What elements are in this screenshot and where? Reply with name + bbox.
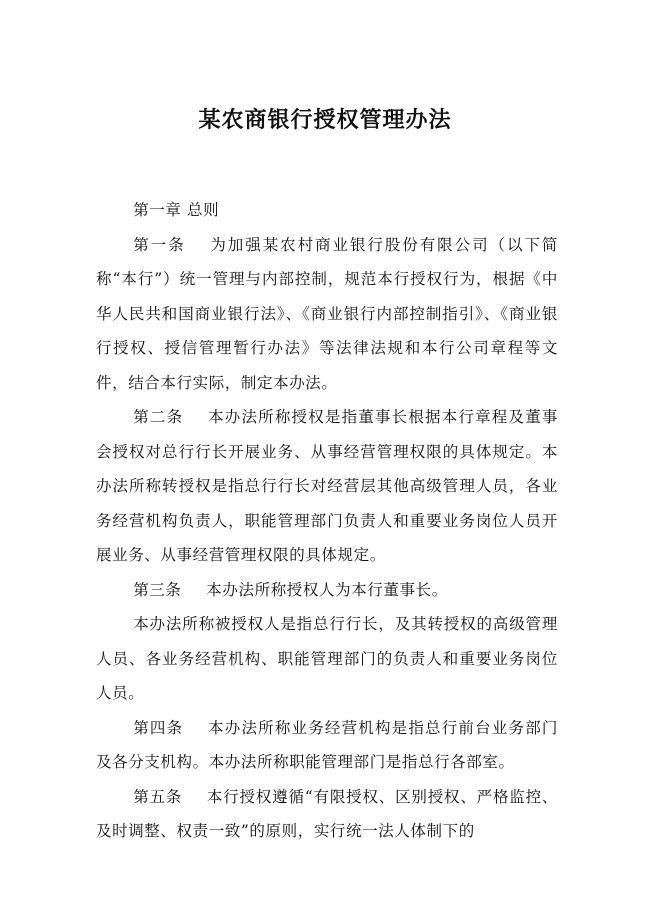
- article-1: [96, 228, 558, 401]
- document-title: 某农商银行授权管理办法: [198, 108, 452, 133]
- article-text: 本行授权遵循“有限授权、区别授权、严格监控、及时调整、权责一致”的原则，实行统一法人体制下的: [96, 787, 558, 840]
- article-text: 本办法所称被授权人是指总行行长，及其转授权的高级管理人员、各业务经营机构、职能管理部门的负责人和重要业务岗位人员。: [96, 615, 558, 702]
- article-label: 第二条: [133, 408, 184, 426]
- article-2: [96, 400, 558, 573]
- article-text: 本办法所称授权人为本行董事长。: [206, 580, 448, 599]
- document-body: [96, 193, 558, 849]
- article-label: 第五条: [133, 787, 183, 806]
- article-text: 本办法所称授权是指董事长根据本行章程及董事会授权对总行行长开展业务、从事经营管理权限的具体规定。本办法所称转授权是指总行行长对经营层其他高级管理人员，各业务经营机构负责人，职能管理部门负责人和重要业务岗位人员开展业务、从事经营管理权限的具体规定。: [96, 408, 558, 564]
- article-4: [96, 711, 558, 780]
- article-label: 第一条: [133, 235, 186, 254]
- chapter-heading: 第一章 总则: [133, 201, 220, 219]
- article-label: 第三条: [133, 580, 182, 599]
- article-text: 本办法所称业务经营机构是指总行前台业务部门及各分支机构。本办法所称职能管理部门是指总行各部室。: [96, 718, 558, 771]
- article-3: [96, 573, 558, 608]
- article-text: 为加强某农村商业银行股份有限公司（以下简称“本行”）统一管理与内部控制，规范本行授权行为，根据《中华人民共和国商业银行法》、《商业银行内部控制指引》、《商业银行授权、授信管理暂行办法》等法律法规和本行公司章程等文件，结合本行实际，制定本办法。: [96, 235, 558, 392]
- article-5: [96, 780, 558, 849]
- article-label: 第四条: [133, 718, 184, 737]
- article-3-continuation: [96, 607, 558, 711]
